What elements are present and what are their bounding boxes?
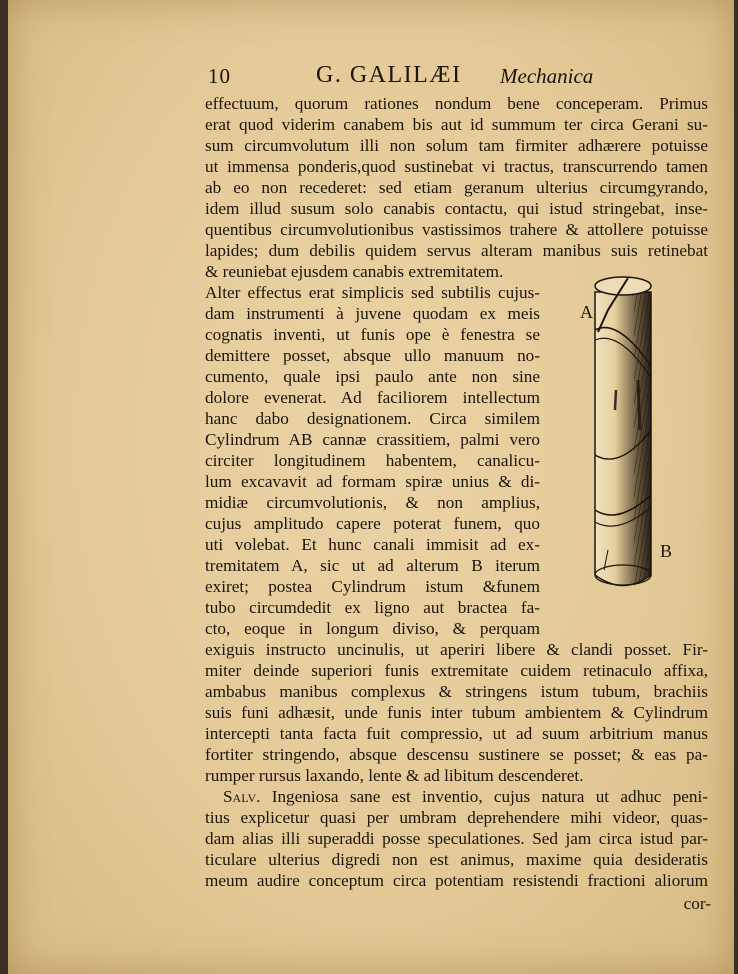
- text-line: tubo circumdedit ex ligno aut bractea fa-: [205, 598, 540, 617]
- text-line: tremitatem A, sic ut ad alterum B iterum: [205, 556, 540, 575]
- text-line: circiter longitudinem habentem, canalicu-: [205, 451, 540, 470]
- text-line: exiret; postea Cylindrum istum &funem: [205, 577, 540, 596]
- text-line: erat quod viderim canabem bis aut id summum ter circa Gerani su-: [205, 115, 708, 134]
- text-line: uti volebat. Et hunc canali immisit ad ex-: [205, 535, 540, 554]
- figure-label-a: A: [580, 302, 593, 322]
- text-line: lum excavavit ad formam spiræ unius & di-: [205, 472, 540, 491]
- catchword: cor-: [683, 894, 711, 913]
- cylinder-illustration: [568, 270, 718, 600]
- book-page: [8, 0, 734, 974]
- text-line: tius explicetur quasi per umbram deprehendere mihi videor, quas-: [205, 808, 708, 827]
- text-line: suis funi adhæsit, unde funis inter tubum ambientem & Cylindrum: [205, 703, 708, 722]
- text-line: lapides; dum debilis quidem servus alteram manibus suis retinebat: [205, 241, 708, 260]
- text-line: sum circumvolutum illi non solum tam firmiter adhærere potuisse: [205, 136, 708, 155]
- text-line: idem illud susum solo canabis contactu, qui istud stringebat, inse-: [205, 199, 708, 218]
- text-line: cumento, quale ipsi paulo ante non sine: [205, 367, 540, 386]
- speaker-line: [223, 786, 708, 807]
- text-line: demittere posset, absque ullo manuum no-: [205, 346, 540, 365]
- text-line: intercepti tanta facta fuit compressio, ut ad suum arbitrium manus: [205, 724, 708, 743]
- text-line: Ingeniosa sane est inventio, cujus natura ut adhuc peni-: [271, 787, 709, 806]
- text-line: exiguis instructo uncinulis, ut aperiri libere & clandi posset. Fir-: [205, 640, 708, 659]
- text-line: ambabus manibus complexus & stringens istum tubum, brachiis: [205, 682, 708, 701]
- text-line: dam instrumenti à juvene quodam ex meis: [205, 304, 540, 323]
- text-line: dolore evenerat. Ad faciliorem intellectum: [205, 388, 540, 407]
- cylinder-figure: [568, 270, 718, 600]
- text-line: cujus amplitudo capere poterat funem, quo: [205, 514, 540, 533]
- text-line: Cylindrum AB cannæ crassitiem, palmi vero: [205, 430, 540, 449]
- running-title: G. GALILÆI: [316, 62, 462, 88]
- text-line: miter deinde superiori funis extremitate cuidem retinaculo affixa,: [205, 661, 708, 680]
- speaker-label: Salv.: [223, 787, 261, 806]
- text-line: rumper rursus laxando, lente & ad libitum descenderet.: [205, 766, 584, 785]
- text-line: dam alias illi superaddi posse speculationes. Sed jam circa istud par-: [205, 829, 708, 848]
- text-line: ticulare ulterius digredi non est animus, maxime quia desideratis: [205, 850, 708, 869]
- text-line: Alter effectus erat simplicis sed subtilis cujus-: [205, 283, 540, 302]
- text-line: hanc dabo designationem. Circa similem: [205, 409, 540, 428]
- text-line: ut immensa ponderis,quod sustinebat vi tractus, transcurrendo tamen: [205, 157, 708, 176]
- text-line: effectuum, quorum rationes nondum bene conceperam. Primus: [205, 94, 708, 113]
- text-line: meum audire conceptum circa potentiam resistendi fractioni aliorum: [205, 871, 708, 890]
- text-line: midiæ circumvolutionis, & non amplius,: [205, 493, 540, 512]
- running-title-italic: Mechanica: [500, 64, 594, 88]
- text-line: cto, eoque in longum diviso, & perquam: [205, 619, 540, 638]
- page-header: [8, 58, 734, 92]
- text-line: quentibus circumvolutionibus vastissimos trahere & attollere potuisse: [205, 220, 708, 239]
- figure-label-b: B: [660, 541, 673, 561]
- text-line: & reuniebat ejusdem canabis extremitatem.: [205, 262, 504, 281]
- page-number: 10: [208, 64, 231, 88]
- text-line: cognatis inventi, ut funis ope è fenestra se: [205, 325, 540, 344]
- text-line: fortiter stringendo, absque descensu sustinere se posset; & eas pa-: [205, 745, 708, 764]
- text-line: ab eo non recederet: sed etiam geranum ulterius circumgyrando,: [205, 178, 708, 197]
